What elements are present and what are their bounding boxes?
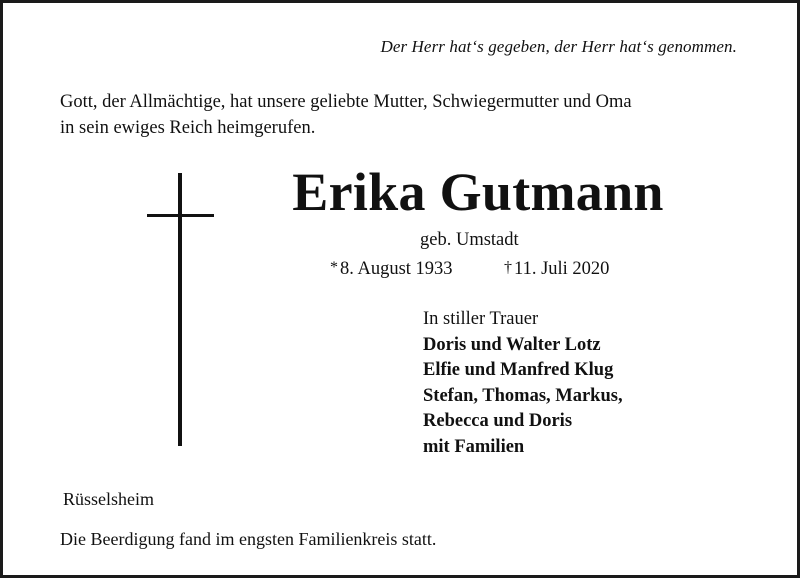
birth-date: 8. August 1933 [340, 259, 453, 279]
death-dagger-icon: † [504, 259, 512, 276]
intro-line: in sein ewiges Reich heimgerufen. [60, 118, 316, 138]
mourner-name: Elfie und Manfred Klug [423, 360, 614, 380]
birth-date-group [330, 259, 453, 280]
birth-star-icon: * [330, 259, 338, 276]
mourner-name: mit Familien [423, 436, 525, 457]
place-name: Rüsselsheim [63, 489, 155, 509]
mourner-name: Stefan, Thomas, Markus, [423, 385, 623, 406]
maiden-name: geb. Umstadt [420, 230, 519, 250]
life-dates [330, 259, 610, 280]
intro-text [60, 89, 632, 141]
death-date-group [504, 259, 609, 280]
epigraph: Der Herr hat‘s gegeben, der Herr hat‘s genommen. [380, 37, 737, 56]
mourning-phrase: In stiller Trauer [423, 309, 539, 329]
deceased-name: Erika Gutmann [292, 162, 664, 222]
mourner-name: Rebecca und Doris [423, 411, 573, 431]
funeral-notice: Die Beerdigung fand im engsten Familienkreis statt. [60, 529, 437, 549]
intro-line: Gott, der Allmächtige, hat unsere geliebte Mutter, Schwiegermutter und Oma [60, 92, 632, 112]
mourners-block [423, 307, 623, 460]
mourner-name: Doris und Walter Lotz [423, 334, 601, 355]
death-date: 11. Juli 2020 [514, 259, 610, 279]
